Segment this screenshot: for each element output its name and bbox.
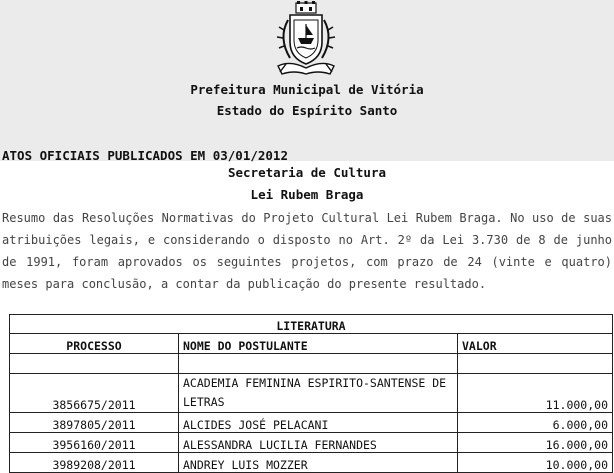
summary-paragraph: Resumo das Resoluções Normativas do Projeto Cultural Lei Rubem Braga. No uso de suas atribuições legais, e considerando o disposto no Art. 2º da Lei 3.730 de 8 de junho de 1991, foram aprovados os seguintes projetos, com prazo de 24 (vinte e quatro) meses para conclusão, a contar da publicação do presente resultado. [2, 211, 612, 291]
literature-table [9, 314, 613, 473]
law-heading: Lei Rubem Braga [250, 187, 364, 202]
column-header-valor: VALOR [458, 334, 613, 354]
table-cell-valor: 11.000,00 [458, 374, 613, 413]
table-row [10, 413, 613, 433]
table-title: LITERATURA [10, 315, 613, 334]
header-subtitle: Estado do Espírito Santo [216, 103, 398, 118]
column-header-processo: PROCESSO [10, 334, 179, 354]
table-row [10, 433, 613, 453]
publication-date-heading: ATOS OFICIAIS PUBLICADOS EM 03/01/2012 [2, 148, 288, 163]
table-cell-valor: 16.000,00 [458, 433, 613, 453]
table-cell-processo: 3856675/2011 [10, 374, 179, 413]
table-cell-processo: 3897805/2011 [10, 413, 179, 433]
coat-of-arms-icon [270, 0, 342, 78]
table-cell-nome: ALESSANDRA LUCILIA FERNANDES [179, 433, 458, 453]
table-cell-nome: ALCIDES JOSÉ PELACANI [179, 413, 458, 433]
table-cell-processo: 3956160/2011 [10, 433, 179, 453]
table-cell-valor [458, 354, 613, 374]
department-heading: Secretaria de Cultura [227, 165, 387, 180]
table-row [10, 453, 613, 473]
table-row [10, 374, 613, 413]
column-header-nome: NOME DO POSTULANTE [179, 334, 458, 354]
header-title: Prefeitura Municipal de Vitória [190, 82, 424, 97]
table-cell-nome [179, 354, 458, 374]
table-cell-processo: 3989208/2011 [10, 453, 179, 473]
table-cell-valor: 10.000,00 [458, 453, 613, 473]
table-cell-nome: ACADEMIA FEMININA ESPIRITO-SANTENSE DE LETRAS [179, 374, 458, 413]
table-cell-nome: ANDREY LUIS MOZZER [179, 453, 458, 473]
table-cell-valor: 6.000,00 [458, 413, 613, 433]
page-header [0, 0, 614, 161]
table-cell-processo [10, 354, 179, 374]
